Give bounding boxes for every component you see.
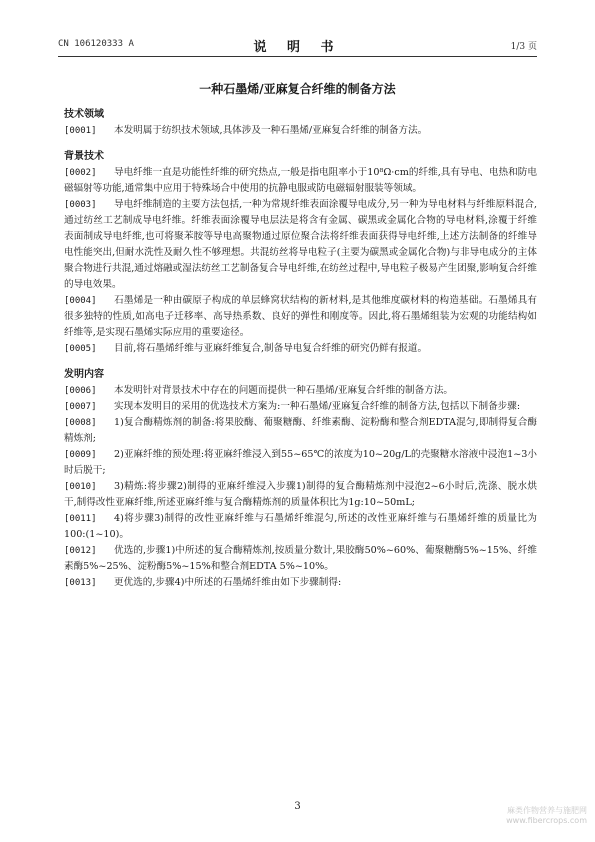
watermark-url: www.fibercrops.com (506, 816, 587, 825)
paragraph-text: 导电纤维制造的主要方法包括,一种为常规纤维表面涂覆导电成分,另一种为导电材料与纤维原料混合,通过纺丝工艺制成导电纤维。纤维表面涂覆导电层法是将含有金属、碳黑或金属化合物的导电材料,涂覆于纤维表面制成导电纤维,也可将聚苯胺等导电高聚物通过原位聚合法将纤维表面获得导电纤维,上述方法制备的纤维导电性能突出,但耐水洗性及耐久性不够理想。共混纺丝将导电粒子(主要为碳黑或金属化合物)与非导电成分的主体聚合物进行共混,通过熔融或湿法纺丝工艺制备复合导电纤维,在纺丝过程中,导电粒子极易产生团聚,影响复合纤维的导电效果。 (64, 199, 537, 290)
watermark (506, 806, 587, 826)
paragraph-text: 3)精炼:将步骤2)制得的亚麻纤维浸入步骤1)制得的复合酶精炼剂中浸泡2~6小时后,洗涤、脱水烘干,制得改性亚麻纤维,所述亚麻纤维与复合酶精炼剂的质量体积比为1g:10~50mL; (64, 481, 537, 508)
header-divider (58, 56, 537, 57)
section-heading-summary: 发明内容 (64, 369, 104, 380)
page-indicator: 1/3 页 (510, 42, 537, 52)
paragraph-text: 石墨烯是一种由碳原子构成的单层蜂窝状结构的新材料,是其他维度碳材料的构造基础。石墨烯具有很多独特的性质,如高电子迁移率、高导热系数、良好的弹性和刚度等。因此,将石墨烯组装为宏观的功能结构如纤维等,是实现石墨烯实际应用的重要途径。 (64, 295, 537, 338)
paragraph-text: 实现本发明目的采用的优选技术方案为:一种石墨烯/亚麻复合纤维的制备方法,包括以下制备步骤: (114, 401, 521, 412)
paragraph-text: 4)将步骤3)制得的改性亚麻纤维与石墨烯纤维混匀,所述的改性亚麻纤维与石墨烯纤维的质量比为100:(1~10)。 (64, 513, 537, 540)
paragraph-text: 优选的,步骤1)中所述的复合酶精炼剂,按质量分数计,果胶酶50%~60%、葡聚糖酶5%~15%、纤维素酶5%~25%、淀粉酶5%~15%和整合剂EDTA 5%~10%。 (64, 545, 537, 572)
paragraph-text: 更优选的,步骤4)中所述的石墨烯纤维由如下步骤制得: (114, 577, 342, 588)
paragraph-0009 (64, 447, 537, 479)
document-body (64, 107, 537, 591)
paragraph-number: [0013] (64, 578, 97, 588)
paragraph-number: [0011] (64, 514, 97, 524)
page-header (58, 36, 537, 55)
paragraph-text: 本发明针对背景技术中存在的问题而提供一种石墨烯/亚麻复合纤维的制备方法。 (114, 385, 454, 396)
paragraph-number: [0007] (64, 402, 97, 412)
page-number: 3 (294, 801, 301, 812)
publication-number: CN 106120333 A (58, 39, 134, 49)
paragraph-0008 (64, 415, 537, 447)
paragraph-0002 (64, 165, 537, 197)
paragraph-0012 (64, 543, 537, 575)
document-title: 一种石墨烯/亚麻复合纤维的制备方法 (199, 82, 396, 96)
paragraph-0010 (64, 479, 537, 511)
paragraph-text: 导电纤维一直是功能性纤维的研究热点,一般是指电阻率小于10⁸Ω·cm的纤维,具有导电、电热和防电磁辐射等功能,通常集中应用于特殊场合中使用的抗静电服或防电磁辐射服装等领域。 (64, 167, 537, 194)
paragraph-0004 (64, 293, 537, 341)
paragraph-number: [0005] (64, 344, 97, 354)
paragraph-0011 (64, 511, 537, 543)
paragraph-0006 (64, 383, 537, 399)
section-heading-tech-field: 技术领域 (64, 109, 104, 120)
paragraph-number: [0012] (64, 546, 97, 556)
watermark-site-name: 麻类作物营养与施肥网 (507, 806, 587, 815)
paragraph-number: [0008] (64, 418, 97, 428)
paragraph-0013 (64, 575, 537, 591)
paragraph-text: 2)亚麻纤维的预处理:将亚麻纤维浸入到55~65℃的浓度为10~20g/L的壳聚糖水溶液中浸泡1~3小时后脱干; (64, 449, 537, 476)
paragraph-0001 (64, 123, 537, 139)
paragraph-0005 (64, 341, 537, 357)
paragraph-number: [0003] (64, 200, 97, 210)
header-title: 说 明 书 (253, 40, 342, 55)
paragraph-0007 (64, 399, 537, 415)
paragraph-text: 1)复合酶精炼剂的制备:将果胶酶、葡聚糖酶、纤维素酶、淀粉酶和整合剂EDTA混匀,即制得复合酶精炼剂; (64, 417, 537, 444)
paragraph-number: [0004] (64, 296, 97, 306)
paragraph-number: [0009] (64, 450, 97, 460)
paragraph-text: 目前,将石墨烯纤维与亚麻纤维复合,制备导电复合纤维的研究仍鲜有报道。 (114, 343, 428, 354)
paragraph-number: [0006] (64, 386, 97, 396)
paragraph-number: [0001] (64, 126, 97, 136)
paragraph-0003 (64, 197, 537, 293)
section-heading-background: 背景技术 (64, 151, 104, 162)
paragraph-number: [0002] (64, 168, 97, 178)
paragraph-text: 本发明属于纺织技术领域,具体涉及一种石墨烯/亚麻复合纤维的制备方法。 (114, 125, 428, 136)
paragraph-number: [0010] (64, 482, 97, 492)
